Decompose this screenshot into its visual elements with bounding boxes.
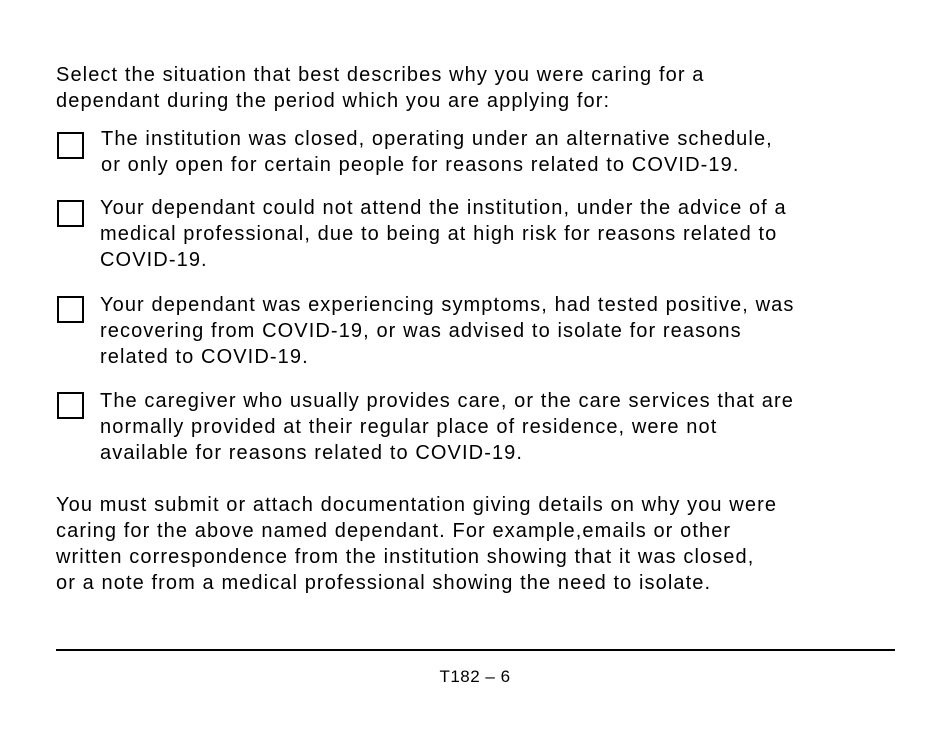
option-label [101,126,773,178]
option-label [100,388,794,466]
option-line: recovering from COVID-19, or was advised to isolate for reasons [100,320,742,342]
checkbox-symptoms-isolation[interactable] [57,296,84,323]
option-line: related to COVID-19. [100,346,309,368]
intro-line: Select the situation that best describes why you were caring for a [56,64,705,86]
option-line: The caregiver who usually provides care, or the care services that are [100,390,794,412]
option-line: medical professional, due to being at high risk for reasons related to [100,223,778,245]
page-number: T182 – 6 [439,667,511,686]
option-line: Your dependant could not attend the institution, under the advice of a [100,197,787,219]
documentation-note [56,492,777,596]
option-label [100,292,794,370]
footer-divider [56,649,895,651]
option-line: available for reasons related to COVID-19. [100,442,524,464]
note-line: caring for the above named dependant. For example,emails or other [56,520,732,542]
note-line: written correspondence from the institution showing that it was closed, [56,546,755,568]
option-line: COVID-19. [100,249,208,271]
option-line: normally provided at their regular place of residence, were not [100,416,718,438]
checkbox-medical-advice[interactable] [57,200,84,227]
option-line: or only open for certain people for reasons related to COVID-19. [101,154,740,176]
checkbox-caregiver-unavailable[interactable] [57,392,84,419]
option-line: Your dependant was experiencing symptoms, had tested positive, was [100,294,795,316]
checkbox-institution-closed[interactable] [57,132,84,159]
note-line: or a note from a medical professional showing the need to isolate. [56,572,712,594]
intro-line: dependant during the period which you are applying for: [56,90,611,112]
option-line: The institution was closed, operating under an alternative schedule, [101,128,773,150]
option-label [100,195,787,273]
note-line: You must submit or attach documentation giving details on why you were [56,494,778,516]
intro-instructions [56,62,704,114]
